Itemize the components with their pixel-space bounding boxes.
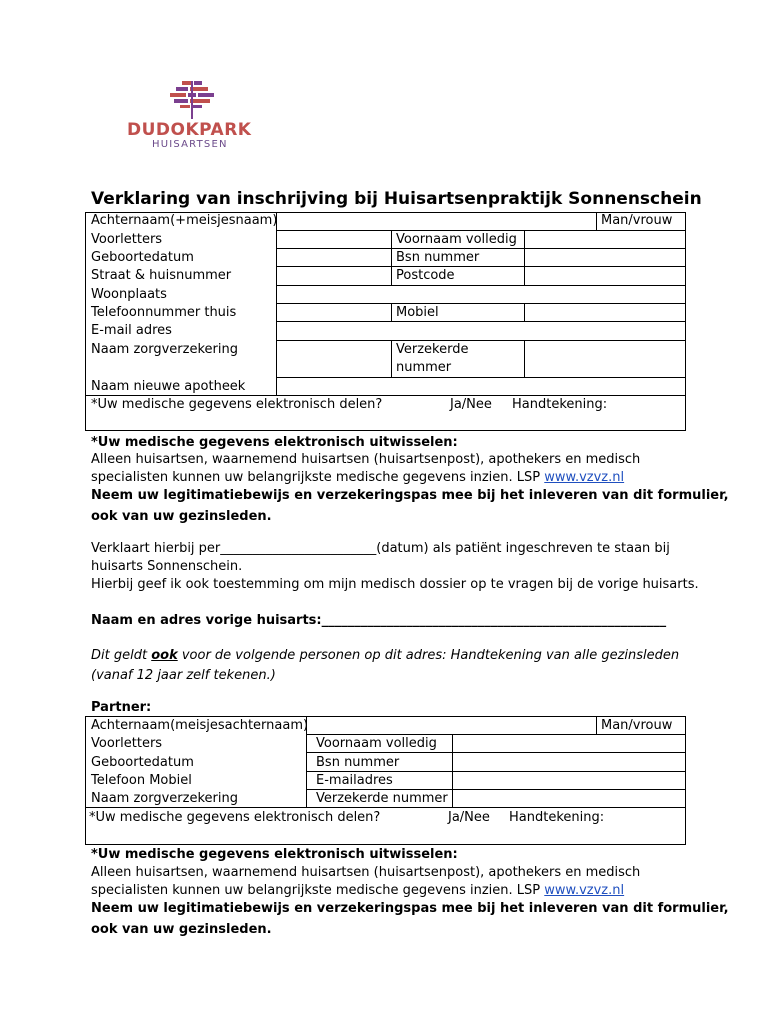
label-mobiel: Mobiel: [396, 305, 439, 320]
label-achternaam: Achternaam(+meisjesnaam): [91, 213, 278, 228]
ook-emphasis: ook: [151, 648, 178, 663]
declaration-line: Verklaart hierbij per________________________(datum) als patiënt ingeschreven te staan bij: [91, 541, 670, 556]
label-woonplaats: Woonplaats: [91, 287, 167, 302]
partner-label-geboortedatum: Geboortedatum: [91, 755, 194, 770]
lsp-link[interactable]: www.vzvz.nl: [544, 470, 625, 485]
info-bold-line: Neem uw legitimatiebewijs en verzekeringspas mee bij het inleveren van dit formulier,: [91, 488, 729, 503]
declaration-line: Hierbij geef ik ook toestemming om mijn medisch dossier op te vragen bij de vorige huisarts.: [91, 577, 699, 592]
family-note-line: (vanaf 12 jaar zelf tekenen.): [91, 668, 276, 683]
label-voornaam: Voornaam volledig: [396, 232, 517, 247]
partner-label-telefoon: Telefoon Mobiel: [91, 773, 192, 788]
label-geboortedatum: Geboortedatum: [91, 250, 194, 265]
label-zorgverzekering: Naam zorgverzekering: [91, 342, 238, 357]
label-verzekerde-nummer: nummer: [396, 360, 452, 375]
label-man-vrouw: Man/vrouw: [601, 213, 673, 228]
partner-label-verzekerde: Verzekerde nummer: [316, 791, 448, 806]
partner-label-delen: *Uw medische gegevens elektronisch delen?: [89, 810, 381, 825]
label-telefoon: Telefoonnummer thuis: [91, 305, 237, 320]
label-voorletters: Voorletters: [91, 232, 163, 247]
partner-label-emailadres: E-mailadres: [316, 773, 393, 788]
label-apotheek: Naam nieuwe apotheek: [91, 379, 246, 394]
partner-label-bsn: Bsn nummer: [316, 755, 400, 770]
partner-label-zorgverzekering: Naam zorgverzekering: [91, 791, 238, 806]
info-line: Alleen huisartsen, waarnemend huisartsen (huisartsenpost), apothekers en medisch: [91, 452, 641, 467]
info-heading: *Uw medische gegevens elektronisch uitwisselen:: [91, 847, 458, 862]
info-line-text: specialisten kunnen uw belangrijkste medische gegevens inzien. LSP: [91, 883, 545, 898]
lsp-link[interactable]: www.vzvz.nl: [544, 883, 625, 898]
info-bold-line: Neem uw legitimatiebewijs en verzekeringspas mee bij het inleveren van dit formulier,: [91, 901, 729, 916]
info-line: Alleen huisartsen, waarnemend huisartsen (huisartsenpost), apothekers en medisch: [91, 865, 641, 880]
partner-label-man-vrouw: Man/vrouw: [601, 718, 673, 733]
info-heading: *Uw medische gegevens elektronisch uitwisselen:: [91, 435, 458, 450]
previous-gp-field[interactable]: Naam en adres vorige huisarts:_____________________________________________________: [91, 613, 667, 628]
label-email: E-mail adres: [91, 323, 172, 338]
label-postcode: Postcode: [396, 268, 455, 283]
info-line: [91, 470, 624, 485]
family-note-line: Dit geldt ook voor de volgende personen op dit adres: Handtekening van alle gezinsleden: [91, 648, 680, 663]
label-delen: *Uw medische gegevens elektronisch delen?: [91, 397, 383, 412]
label-verzekerde: Verzekerde: [396, 342, 469, 357]
info-line: [91, 883, 624, 898]
partner-label-ja-nee: Ja/Nee: [448, 810, 490, 825]
info-bold-line: ook van uw gezinsleden.: [91, 922, 272, 937]
label-ja-nee: Ja/Nee: [450, 397, 492, 412]
declaration-line: huisarts Sonnenschein.: [91, 559, 243, 574]
logo-name: DUDOKPARK: [127, 120, 252, 140]
logo-subtitle: HUISARTSEN: [152, 139, 228, 150]
partner-label-voornaam: Voornaam volledig: [316, 736, 437, 751]
label-straat: Straat & huisnummer: [91, 268, 232, 283]
label-handtekening: Handtekening:: [512, 397, 608, 412]
partner-heading: Partner:: [91, 700, 152, 715]
partner-label-achternaam: Achternaam(meisjesachternaam): [91, 718, 309, 733]
logo-bars-icon: [168, 80, 218, 120]
partner-label-handtekening: Handtekening:: [509, 810, 605, 825]
info-bold-line: ook van uw gezinsleden.: [91, 509, 272, 524]
partner-label-voorletters: Voorletters: [91, 736, 163, 751]
label-bsn: Bsn nummer: [396, 250, 480, 265]
page-title: Verklaring van inschrijving bij Huisartsenpraktijk Sonnenschein: [91, 189, 702, 209]
info-line-text: specialisten kunnen uw belangrijkste medische gegevens inzien. LSP: [91, 470, 545, 485]
